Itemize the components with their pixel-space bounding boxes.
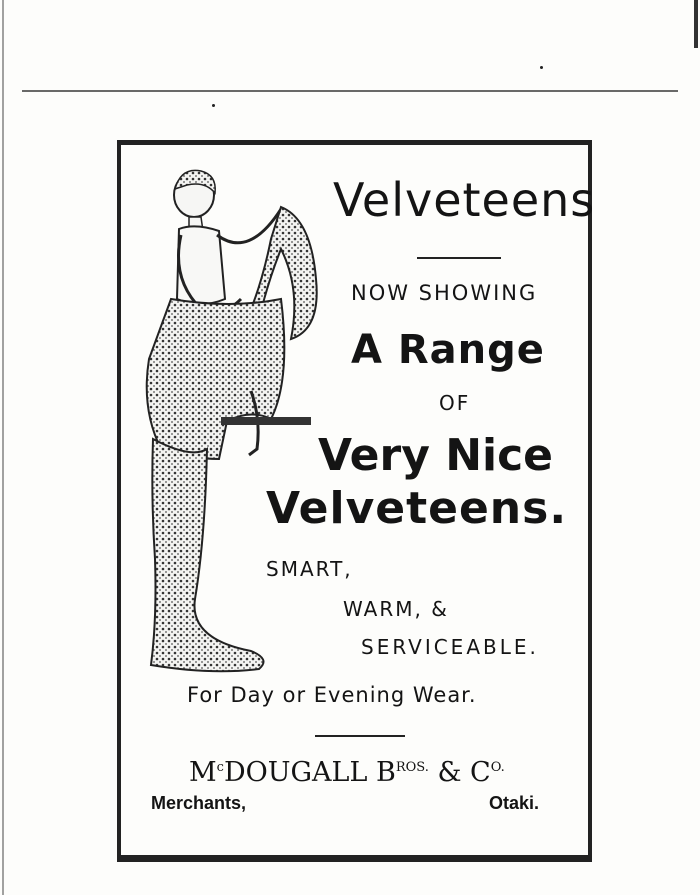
a-range-text: A Range (351, 327, 545, 373)
divider (417, 257, 501, 259)
firm-name (189, 757, 505, 788)
firm-and-c: & C (428, 757, 491, 788)
of-text: OF (439, 391, 471, 415)
woman-holding-velvet-illustration-icon (131, 159, 331, 677)
now-showing-text: NOW SHOWING (351, 281, 538, 305)
serviceable-text: SERVICEABLE. (361, 635, 539, 659)
speck (212, 104, 215, 107)
divider (315, 735, 405, 737)
town-text: Otaki. (489, 793, 540, 813)
firm-o-sup: O. (490, 760, 505, 775)
smart-text: SMART, (266, 557, 353, 581)
advertisement-box (117, 140, 596, 862)
merchants-text: Merchants, (151, 793, 247, 813)
firm-ros-sup: ROS. (395, 760, 429, 775)
very-nice-text: Very Nice (318, 430, 554, 481)
page-edge-left (2, 0, 4, 895)
warm-text: WARM, & (343, 597, 449, 621)
page-edge-right (694, 0, 698, 48)
day-evening-wear-text: For Day or Evening Wear. (187, 683, 477, 707)
firm-m: M (189, 757, 217, 788)
firm-dougall: DOUGALL B (223, 757, 396, 788)
speck (540, 66, 543, 69)
velveteens-text: Velveteens. (266, 483, 568, 534)
ad-heading: Velveteens (333, 173, 596, 227)
firm-c-sup: c (216, 760, 224, 775)
column-rule (22, 90, 678, 92)
